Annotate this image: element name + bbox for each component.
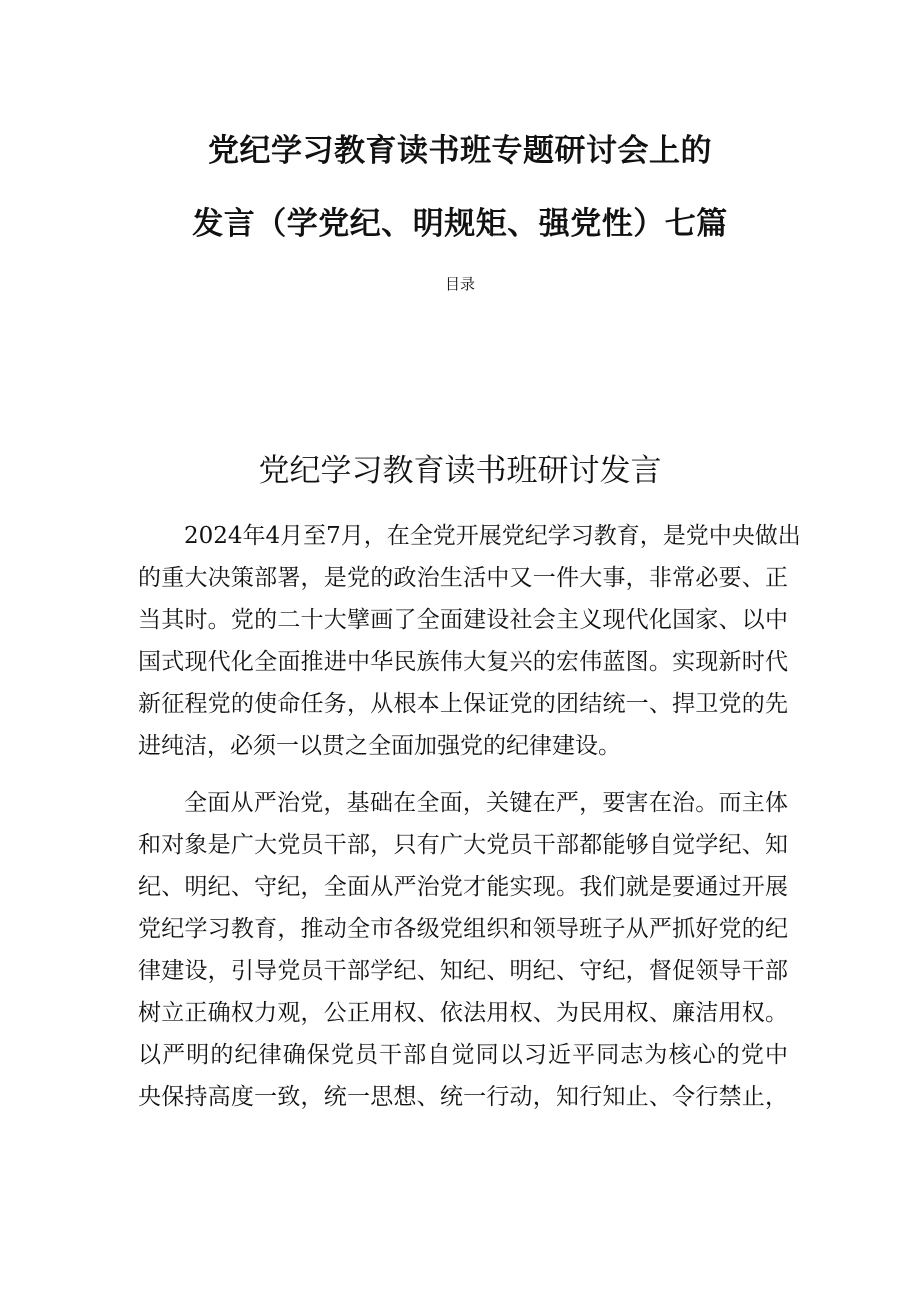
document-title-line-1: 党纪学习教育读书班专题研讨会上的 (208, 133, 712, 169)
body-text (138, 515, 801, 1133)
text-line: 2024年4月至7月，在全党开展党纪学习教育，是党中央做出 (184, 523, 801, 549)
text-line: 党纪学习教育，推动全市各级党组织和领导班子从严抓好党的纪 (138, 916, 788, 942)
paragraph-2 (138, 782, 788, 1118)
section-heading: 党纪学习教育读书班研讨发言 (258, 453, 662, 489)
text-line: 进纯洁，必须一以贯之全面加强党的纪律建设。 (138, 733, 621, 759)
text-line: 国式现代化全面推进中华民族伟大复兴的宏伟蓝图。实现新时代 (138, 649, 788, 675)
text-line: 以严明的纪律确保党员干部自觉同以习近平同志为核心的党中 (138, 1042, 788, 1068)
text-line: 律建设，引导党员干部学纪、知纪、明纪、守纪，督促领导干部 (138, 958, 788, 984)
text-line: 树立正确权力观，公正用权、依法用权、为民用权、廉洁用权。 (138, 1000, 788, 1026)
table-of-contents-label: 目录 (444, 275, 475, 293)
text-line: 和对象是广大党员干部，只有广大党员干部都能够自觉学纪、知 (138, 832, 788, 858)
text-line: 当其时。党的二十大擘画了全面建设社会主义现代化国家、以中 (138, 607, 788, 633)
text-line: 的重大决策部署，是党的政治生活中又一件大事，非常必要、正 (138, 565, 788, 591)
document-title-line-2: 发言（学党纪、明规矩、强党性）七篇 (192, 206, 728, 242)
text-line: 新征程党的使命任务，从根本上保证党的团结统一、捍卫党的先 (138, 691, 788, 717)
text-line: 全面从严治党，基础在全面，关键在严，要害在治。而主体 (184, 790, 788, 816)
paragraph-1 (138, 515, 801, 767)
text-line: 纪、明纪、守纪，全面从严治党才能实现。我们就是要通过开展 (138, 874, 788, 900)
text-line: 央保持高度一致，统一思想、统一行动，知行知止、令行禁止， (138, 1084, 788, 1110)
